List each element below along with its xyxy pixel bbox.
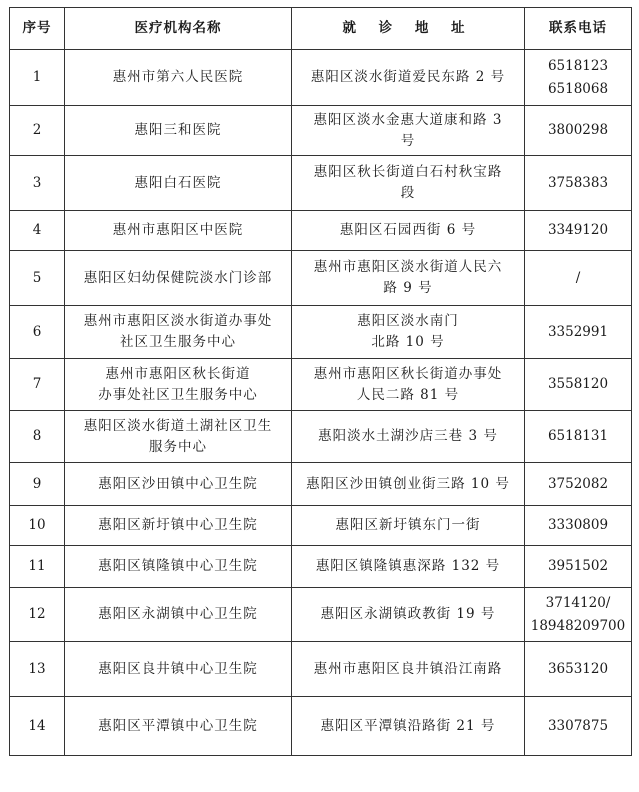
cell-line: 惠阳区妇幼保健院淡水门诊部	[83, 269, 273, 286]
cell-line: 6518131	[547, 428, 609, 444]
header-seq: 序号	[10, 8, 65, 50]
row-institution-name	[65, 211, 292, 251]
cell-line: 惠阳白石医院	[134, 174, 222, 191]
row-seq: 9	[10, 463, 65, 506]
cell-line: 3558120	[547, 376, 609, 392]
row-seq: 6	[10, 306, 65, 359]
cell-line: 惠阳区镇隆镇中心卫生院	[98, 558, 258, 574]
table-row	[10, 211, 632, 251]
row-institution-name	[65, 306, 292, 359]
row-seq: 11	[10, 546, 65, 588]
cell-line: 惠阳区淡水南门	[357, 313, 459, 329]
cell-line: 北路 10 号	[371, 334, 445, 350]
row-address	[292, 211, 525, 251]
table-row	[10, 411, 632, 463]
row-phone	[525, 106, 632, 156]
cell-line: 惠阳区良井镇中心卫生院	[98, 660, 258, 677]
table-row	[10, 697, 632, 756]
row-seq: 14	[10, 697, 65, 756]
row-phone	[525, 642, 632, 697]
row-institution-name	[65, 411, 292, 463]
cell-line: 服务中心	[149, 438, 207, 455]
row-address	[292, 106, 525, 156]
row-address	[292, 697, 525, 756]
cell-line: 惠阳区新圩镇中心卫生院	[98, 517, 258, 533]
cell-line: 惠阳区平潭镇沿路街 21 号	[320, 717, 496, 734]
cell-line: 惠阳区淡水街道爱民东路 2 号	[310, 69, 506, 85]
header-phone: 联系电话	[525, 8, 632, 50]
cell-line: 惠州市惠阳区中医院	[112, 222, 244, 238]
row-address	[292, 411, 525, 463]
row-seq: 13	[10, 642, 65, 697]
cell-line: 惠阳区永湖镇政教街 19 号	[320, 606, 496, 622]
cell-line: 路 9 号	[383, 280, 433, 296]
row-phone	[525, 411, 632, 463]
row-seq: 8	[10, 411, 65, 463]
table-row	[10, 50, 632, 106]
cell-line: 3752082	[547, 475, 609, 492]
cell-line: 3330809	[547, 517, 609, 533]
cell-line: 惠州市惠阳区淡水街道人民六	[313, 259, 503, 275]
cell-line: 段	[400, 185, 416, 201]
row-institution-name	[65, 106, 292, 156]
cell-line: 惠阳三和医院	[134, 122, 222, 138]
table-row	[10, 588, 632, 642]
row-seq: 5	[10, 251, 65, 306]
row-seq: 7	[10, 359, 65, 411]
row-seq: 2	[10, 106, 65, 156]
cell-line: 惠州市惠阳区淡水街道办事处	[83, 313, 273, 329]
row-address	[292, 588, 525, 642]
row-phone	[525, 359, 632, 411]
row-seq: 10	[10, 506, 65, 546]
row-address	[292, 506, 525, 546]
cell-line: 3349120	[547, 222, 609, 238]
cell-line: 6518068	[547, 80, 609, 97]
row-institution-name	[65, 359, 292, 411]
medical-institutions-table	[9, 7, 632, 756]
row-address	[292, 251, 525, 306]
table-row	[10, 642, 632, 697]
row-phone	[525, 588, 632, 642]
row-phone	[525, 463, 632, 506]
cell-line: 3714120/	[545, 594, 611, 611]
row-address	[292, 50, 525, 106]
cell-line: 惠阳区永湖镇中心卫生院	[98, 606, 258, 622]
cell-line: 3653120	[547, 660, 609, 677]
row-seq: 3	[10, 156, 65, 211]
row-address	[292, 156, 525, 211]
table-row	[10, 251, 632, 306]
row-address	[292, 463, 525, 506]
cell-line: 惠阳区石园西街 6 号	[339, 222, 477, 238]
row-phone	[525, 546, 632, 588]
cell-line: 惠州市惠阳区秋长街道	[105, 365, 251, 382]
row-phone	[525, 156, 632, 211]
row-phone	[525, 306, 632, 359]
row-phone	[525, 506, 632, 546]
cell-line: 3352991	[547, 323, 609, 340]
table-row	[10, 463, 632, 506]
cell-line: /	[575, 269, 581, 286]
row-institution-name	[65, 50, 292, 106]
row-phone	[525, 50, 632, 106]
header-name: 医疗机构名称	[65, 8, 292, 50]
cell-line: 办事处社区卫生服务中心	[98, 386, 258, 403]
row-seq: 1	[10, 50, 65, 106]
cell-line: 惠州市第六人民医院	[112, 69, 244, 85]
row-institution-name	[65, 588, 292, 642]
row-phone	[525, 251, 632, 306]
table-row	[10, 156, 632, 211]
row-institution-name	[65, 156, 292, 211]
header-row	[10, 8, 632, 50]
cell-line: 3307875	[547, 717, 609, 734]
row-institution-name	[65, 546, 292, 588]
row-address	[292, 642, 525, 697]
row-seq: 4	[10, 211, 65, 251]
cell-line: 人民二路 81 号	[356, 386, 460, 403]
cell-line: 惠阳区淡水街道土湖社区卫生	[83, 417, 273, 434]
row-address	[292, 359, 525, 411]
row-phone	[525, 211, 632, 251]
cell-line: 号	[400, 132, 416, 149]
header-address: 就 诊 地 址	[292, 8, 525, 50]
table-row	[10, 359, 632, 411]
cell-line: 惠阳区新圩镇东门一街	[335, 517, 481, 533]
cell-line: 惠州市惠阳区良井镇沿江南路	[313, 660, 503, 677]
row-institution-name	[65, 642, 292, 697]
row-address	[292, 306, 525, 359]
cell-line: 惠阳区淡水金惠大道康和路 3	[313, 111, 503, 128]
cell-line: 惠阳区沙田镇中心卫生院	[98, 475, 258, 492]
table-row	[10, 506, 632, 546]
cell-line: 3800298	[547, 122, 609, 138]
cell-line: 惠阳区镇隆镇惠深路 132 号	[315, 558, 501, 574]
row-address	[292, 546, 525, 588]
table-body	[10, 50, 632, 756]
cell-line: 社区卫生服务中心	[120, 334, 236, 350]
row-institution-name	[65, 697, 292, 756]
cell-line: 惠阳区沙田镇创业街三路 10 号	[306, 475, 510, 492]
row-institution-name	[65, 251, 292, 306]
cell-line: 惠阳区平潭镇中心卫生院	[98, 717, 258, 734]
cell-line: 3951502	[547, 558, 609, 574]
cell-line: 3758383	[547, 174, 609, 191]
cell-line: 惠阳淡水土湖沙店三巷 3 号	[318, 428, 498, 444]
table-row	[10, 106, 632, 156]
cell-line: 惠阳区秋长街道白石村秋宝路	[313, 164, 503, 180]
table-header	[10, 8, 632, 50]
cell-line: 6518123	[547, 57, 609, 74]
row-phone	[525, 697, 632, 756]
cell-line: 18948209700	[530, 617, 626, 634]
row-institution-name	[65, 463, 292, 506]
table-row	[10, 306, 632, 359]
table-row	[10, 546, 632, 588]
row-institution-name	[65, 506, 292, 546]
row-seq: 12	[10, 588, 65, 642]
cell-line: 惠州市惠阳区秋长街道办事处	[313, 365, 503, 382]
